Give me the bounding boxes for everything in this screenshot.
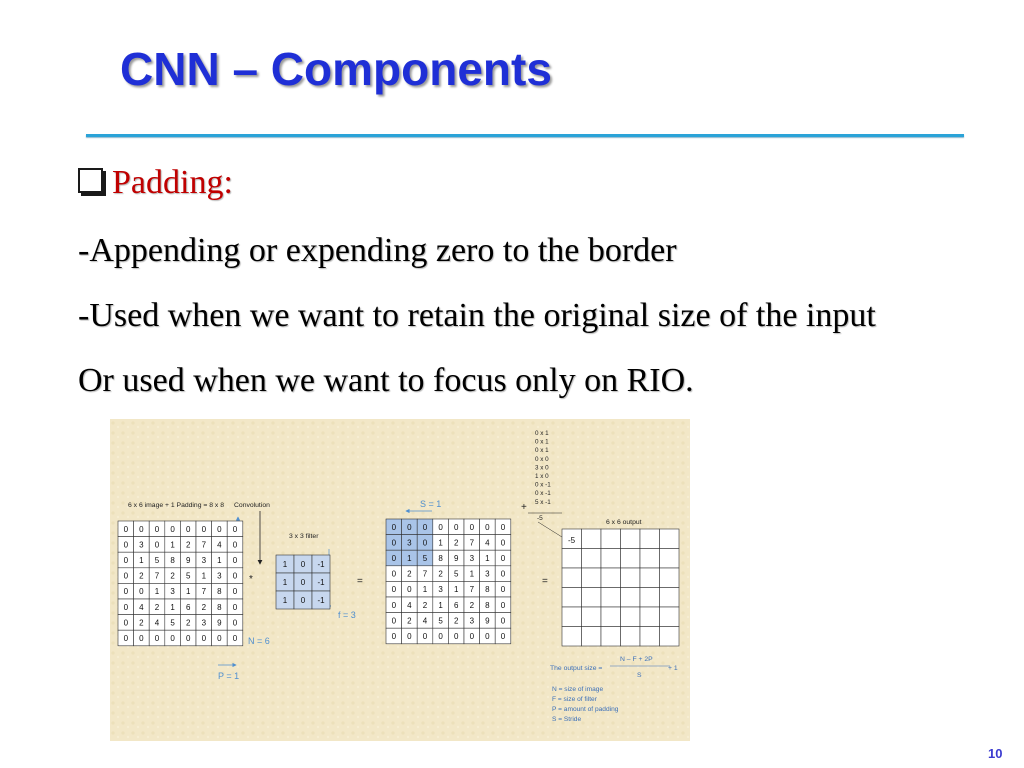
convolution-label: Convolution [234, 502, 270, 509]
grid-cell-value: 0 [407, 632, 412, 641]
grid-cell-value: 5 [170, 618, 175, 628]
plus-sign: + [521, 502, 527, 513]
grid-cell-value: 9 [453, 554, 459, 563]
output-cell [660, 607, 680, 627]
grid-cell-value: 6 [185, 602, 191, 612]
grid-cell-value: 8 [170, 556, 175, 565]
padded-input-grid-highlighted [386, 519, 511, 644]
grid-cell-value: 4 [139, 602, 144, 612]
grid-cell-value: 0 [391, 616, 397, 626]
output-cell [582, 588, 602, 608]
grid-cell-value: 0 [154, 524, 160, 534]
grid-cell-value: 1 [453, 585, 459, 595]
grid-cell-value: 0 [500, 632, 506, 641]
grid-cell-value: 0 [232, 524, 238, 534]
formula-numerator: N – F + 2P [620, 656, 653, 663]
grid-cell-value: 1 [282, 560, 288, 569]
formula-suffix: + 1 [668, 665, 678, 672]
grid-cell-value: 5 [422, 554, 428, 563]
grid-cell-value: 0 [500, 522, 506, 532]
output-cell [660, 568, 680, 588]
grid-cell-value: 0 [123, 571, 129, 581]
output-cell [640, 568, 660, 588]
grid-cell-value: 0 [185, 634, 191, 643]
grid-cell-value: 0 [232, 556, 238, 565]
output-cell [660, 627, 680, 647]
grid-cell-value: 0 [438, 522, 443, 532]
output-cell [601, 568, 621, 588]
grid-cell-value: 0 [391, 554, 397, 563]
grid-cell-value: 0 [123, 540, 129, 550]
body-line-3: Or used when we want to focus only on RIO. [78, 362, 694, 399]
grid-cell-value: 0 [123, 634, 129, 643]
f-label: f = 3 [338, 610, 356, 620]
calc-line: 3 x 0 [535, 464, 549, 472]
grid-cell-value: 3 [139, 540, 144, 550]
grid-cell-value: 2 [185, 540, 191, 550]
grid-cell-value: 0 [154, 540, 160, 550]
grid-cell-value: 1 [469, 569, 475, 579]
calc-result: -5 [537, 515, 543, 522]
grid-cell-value: 1 [438, 600, 443, 610]
body-line-2: -Used when we want to retain the original size of the input [78, 297, 876, 334]
grid-cell-value: 0 [407, 522, 412, 532]
calc-line: 0 x -1 [535, 490, 551, 498]
grid-cell-value: 0 [485, 522, 490, 532]
output-cell [660, 529, 680, 549]
grid-cell-value: 0 [123, 602, 129, 612]
grid-cell-value: 0 [407, 585, 412, 595]
grid-cell-value: 7 [422, 569, 428, 579]
grid-cell-value: 0 [300, 596, 306, 605]
output-cell [562, 588, 582, 608]
grid-cell-value: 0 [201, 634, 207, 643]
grid-cell-value: 0 [139, 587, 144, 597]
grid-cell-value: 3 [201, 618, 207, 628]
output-cell [582, 568, 602, 588]
slide-number: 10 [988, 746, 1003, 761]
grid-cell-value: 8 [438, 554, 443, 563]
grid-cell-value: 2 [469, 600, 475, 610]
grid-cell-value: -1 [317, 596, 325, 605]
grid-cell-value: 0 [500, 554, 506, 563]
grid-cell-value: 0 [391, 585, 397, 595]
grid-cell-value: 3 [469, 616, 475, 626]
grid-cell-value: 0 [232, 634, 238, 643]
grid-cell-value: 0 [139, 524, 144, 534]
equals-sign-1: = [357, 576, 363, 587]
grid-cell-value: 3 [438, 585, 443, 595]
formula-denominator: S [637, 672, 642, 679]
grid-cell-value: 9 [185, 556, 191, 565]
calc-line: 0 x 0 [535, 455, 549, 463]
output-cell [582, 549, 602, 569]
grid-cell-value: 2 [154, 602, 160, 612]
grid-cell-value: 3 [407, 538, 412, 548]
output-cell [562, 568, 582, 588]
output-cell [601, 627, 621, 647]
padding-diagram-svg [110, 419, 690, 741]
grid-cell-value: -1 [317, 578, 325, 587]
grid-cell-value: 4 [485, 538, 490, 548]
grid-cell-value: 8 [217, 587, 222, 597]
grid-cell-value: 3 [485, 569, 490, 579]
output-cell [621, 529, 641, 549]
convolution-operator: * [249, 574, 253, 585]
grid-cell-value: 0 [422, 632, 428, 641]
grid-cell-value: 0 [201, 524, 207, 534]
grid-cell-value: 2 [407, 569, 412, 579]
grid-cell-value: 0 [500, 600, 506, 610]
grid-cell-value: 8 [485, 600, 490, 610]
grid-cell-value: 1 [154, 587, 160, 597]
legend-line: N = size of image [552, 686, 604, 693]
grid-cell-value: 0 [500, 569, 506, 579]
grid-cell-value: 9 [217, 618, 222, 628]
grid-cell-value: 5 [453, 569, 459, 579]
grid-cell-value: 4 [154, 618, 160, 628]
output-cell [601, 529, 621, 549]
grid-cell-value: 9 [485, 616, 490, 626]
p-label: P = 1 [218, 671, 240, 681]
grid-cell-value: 3 [469, 554, 475, 563]
output-cell [582, 607, 602, 627]
calc-line: 0 x -1 [535, 481, 551, 489]
grid-cell-value: 1 [185, 587, 191, 597]
grid-cell-value: 1 [422, 585, 428, 595]
grid-cell-value: 2 [407, 616, 412, 626]
grid-cell-value: 7 [469, 585, 475, 595]
output-cell [640, 627, 660, 647]
filter-grid [276, 555, 330, 609]
grid-cell-value: 0 [469, 632, 475, 641]
grid-cell-value: 5 [154, 556, 160, 565]
grid-cell-value: 2 [453, 616, 459, 626]
grid-cell-value: 0 [232, 540, 238, 550]
grid-cell-value: 2 [201, 602, 207, 612]
grid-cell-value: 1 [407, 554, 412, 563]
grid-cell-value: 0 [232, 618, 238, 628]
grid-cell-value: 0 [185, 524, 191, 534]
grid-cell-value: 0 [500, 616, 506, 626]
grid-cell-value: -1 [317, 560, 325, 569]
grid-cell-value: 3 [217, 571, 222, 581]
grid-cell-value: 1 [485, 554, 490, 563]
calc-line: 1 x 0 [535, 473, 549, 480]
grid-cell-value: 1 [438, 538, 443, 548]
n-label: N = 6 [248, 636, 270, 646]
checkbox-bullet-icon [78, 168, 103, 193]
output-cell [582, 529, 602, 549]
grid-cell-value: 0 [170, 634, 175, 643]
grid-cell-value: 0 [232, 602, 238, 612]
grid-cell-value: 2 [139, 571, 144, 581]
padding-diagram [110, 419, 690, 741]
grid-cell-value: 0 [139, 634, 144, 643]
grid-cell-value: 8 [485, 585, 490, 595]
grid-cell-value: 1 [139, 556, 144, 565]
grid-cell-value: 0 [422, 522, 428, 532]
grid-cell-value: 4 [407, 600, 412, 610]
legend-line: P = amount of padding [552, 706, 619, 713]
grid-cell-value: 4 [422, 616, 428, 626]
calc-line: 0 x 1 [535, 447, 549, 455]
grid-cell-value: 5 [185, 571, 191, 581]
padded-input-grid [118, 521, 243, 646]
padding-heading: Padding: [112, 164, 233, 201]
grid-cell-value: 7 [154, 571, 160, 581]
title-divider [86, 134, 964, 137]
grid-cell-value: 2 [422, 600, 428, 610]
grid-cell-value: 0 [438, 632, 443, 641]
output-cell [640, 588, 660, 608]
output-cell [601, 549, 621, 569]
grid-cell-value: 1 [217, 556, 222, 565]
grid-cell-value: 0 [154, 634, 160, 643]
grid-cell-value: 3 [170, 587, 175, 597]
image-size-label: 6 x 6 image + 1 Padding = 8 x 8 [128, 502, 224, 509]
output-cell [621, 588, 641, 608]
grid-cell-value: 0 [123, 556, 129, 565]
grid-cell-value: 0 [391, 538, 397, 548]
output-cell [621, 549, 641, 569]
output-cell [601, 607, 621, 627]
padding-heading-row [78, 164, 233, 202]
grid-cell-value: 0 [422, 538, 428, 548]
grid-cell-value: 0 [500, 585, 506, 595]
formula-prefix: The output size = [550, 665, 603, 672]
grid-cell-value: 0 [217, 634, 222, 643]
grid-cell-value: 0 [391, 600, 397, 610]
grid-cell-value: 7 [201, 587, 207, 597]
grid-cell-value: 7 [469, 538, 475, 548]
output-cell [562, 607, 582, 627]
grid-cell-value: 0 [170, 524, 175, 534]
output-cell [660, 549, 680, 569]
grid-cell-value: 0 [391, 632, 397, 641]
grid-cell-value: 0 [469, 522, 475, 532]
calc-line: 0 x 1 [535, 430, 549, 437]
legend-line: F = size of filter [552, 696, 597, 703]
output-first-value: -5 [568, 536, 576, 545]
grid-cell-value: 0 [232, 571, 238, 581]
filter-label: 3 x 3 filter [289, 533, 319, 540]
grid-cell-value: 7 [201, 540, 207, 550]
grid-cell-value: 0 [232, 587, 238, 597]
calc-line: 0 x 1 [535, 438, 549, 446]
grid-cell-value: 4 [217, 540, 222, 550]
grid-cell-value: 8 [217, 602, 222, 612]
grid-cell-value: 2 [185, 618, 191, 628]
output-cell [640, 529, 660, 549]
body-line-1: -Appending or expending zero to the border [78, 232, 677, 269]
output-cell [621, 607, 641, 627]
grid-cell-value: 2 [170, 571, 175, 581]
grid-cell-value: 3 [201, 556, 207, 565]
grid-cell-value: 1 [282, 596, 288, 605]
grid-cell-value: 1 [170, 540, 175, 550]
output-size-label: 6 x 6 output [606, 519, 642, 526]
legend-line: S = Stride [552, 716, 582, 723]
grid-cell-value: 0 [217, 524, 222, 534]
calc-line: 5 x -1 [535, 498, 551, 506]
output-grid [562, 529, 679, 646]
equals-sign-2: = [542, 576, 548, 587]
output-cell [562, 549, 582, 569]
grid-cell-value: 1 [170, 602, 175, 612]
output-cell [621, 568, 641, 588]
grid-cell-value: 0 [123, 587, 129, 597]
output-cell [660, 588, 680, 608]
grid-cell-value: 5 [438, 616, 443, 626]
grid-cell-value: 1 [201, 571, 207, 581]
grid-cell-value: 2 [438, 569, 443, 579]
grid-cell-value: 0 [453, 632, 459, 641]
grid-cell-value: 0 [300, 560, 306, 569]
slide-title: CNN – Components [120, 43, 552, 95]
output-cell [621, 627, 641, 647]
output-cell [562, 627, 582, 647]
grid-cell-value: 0 [391, 522, 397, 532]
grid-cell-value: 0 [485, 632, 490, 641]
output-cell [601, 588, 621, 608]
grid-cell-value: 0 [453, 522, 459, 532]
output-cell [640, 549, 660, 569]
grid-cell-value: 0 [500, 538, 506, 548]
grid-cell-value: 6 [453, 600, 459, 610]
output-cell [640, 607, 660, 627]
grid-cell-value: 2 [453, 538, 459, 548]
grid-cell-value: 2 [139, 618, 144, 628]
stride-label: S = 1 [420, 499, 442, 509]
grid-cell-value: 1 [282, 578, 288, 587]
grid-cell-value: 0 [391, 569, 397, 579]
grid-cell-value: 0 [123, 618, 129, 628]
output-cell [582, 627, 602, 647]
grid-cell-value: 0 [300, 578, 306, 587]
grid-cell-value: 0 [123, 524, 129, 534]
